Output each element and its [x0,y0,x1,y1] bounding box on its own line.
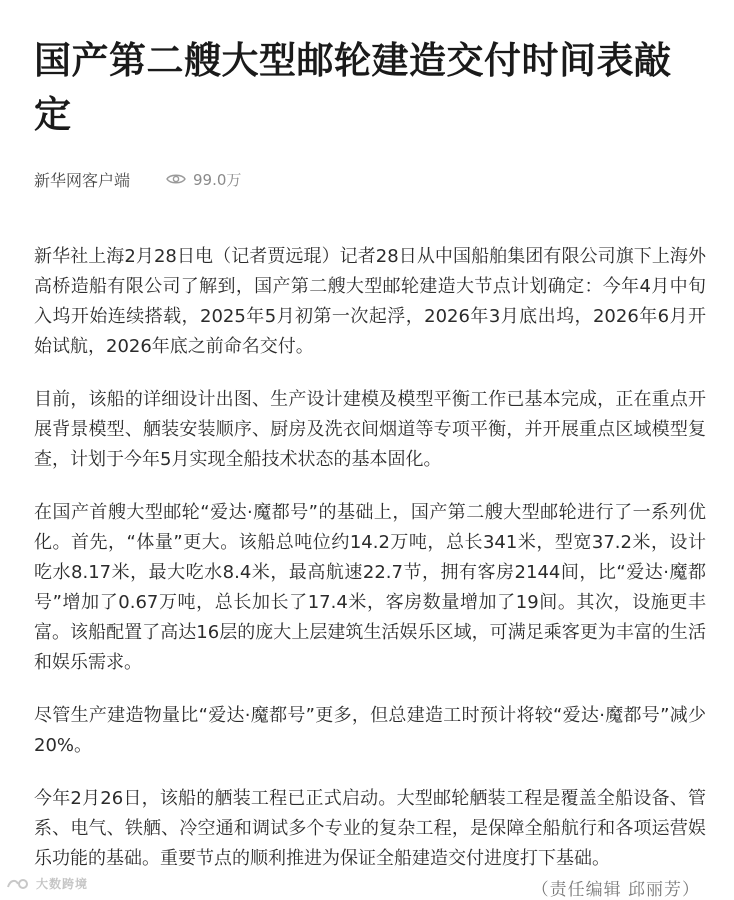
watermark [6,875,88,892]
article-body [34,242,706,897]
paragraph: 新华社上海2月28日电（记者贾远琨）记者28日从中国船舶集团有限公司旗下上海外高桥造船有限公司了解到，国产第二艘大型邮轮建造大节点计划确定：今年4月中旬入坞开始连续搭载，2025年5月初第一次起浮，2026年3月底出坞，2026年6月开始试航，2026年底之前命名交付。 [34,246,706,357]
eye-icon [166,172,186,186]
paragraph: 今年2月26日，该船的舾装工程已正式启动。大型邮轮舾装工程是覆盖全船设备、管系、电气、铁舾、冷空通和调试多个专业的复杂工程，是保障全船航行和各项运营娱乐功能的基础。重要节点的顺利推进为保证全船建造交付进度打下基础。 [34,788,706,869]
source-name: 新华网客户端 [34,170,131,190]
article-meta [34,166,241,192]
view-count [166,169,241,190]
paragraph: 尽管生产建造物量比“爱达·魔都号”更多，但总建造工时预计将较“爱达·魔都号”减少20%。 [34,705,706,756]
paragraph: 目前，该船的详细设计出图、生产设计建模及模型平衡工作已基本完成，正在重点开展背景模型、舾装安装顺序、厨房及洗衣间烟道等专项平衡，并开展重点区域模型复查，计划于今年5月实现全船技术状态的基本固化。 [34,389,706,470]
paragraph: 在国产首艘大型邮轮“爱达·魔都号”的基础上，国产第二艘大型邮轮进行了一系列优化。首先，“体量”更大。该船总吨位约14.2万吨，总长341米，型宽37.2米，设计吃水8.17米，最大吃水8.4米，最高航速22.7节，拥有客房2144间，比“爱达·魔都号”增加了0.67万吨，总长加长了17.4米，客房数量增加了19间。其次，设施更丰富。该船配置了高达16层的庞大上层建筑生活娱乐区域，可满足乘客更为丰富的生活和娱乐需求。 [34,502,706,673]
view-count-value: 99.0万 [193,170,242,189]
watermark-logo-icon [6,877,32,891]
editor-credit: （责任编辑 邱丽芳） [531,880,700,900]
article-title: 国产第二艘大型邮轮建造交付时间表敲定 [34,39,672,136]
watermark-text: 大数跨境 [36,877,89,891]
